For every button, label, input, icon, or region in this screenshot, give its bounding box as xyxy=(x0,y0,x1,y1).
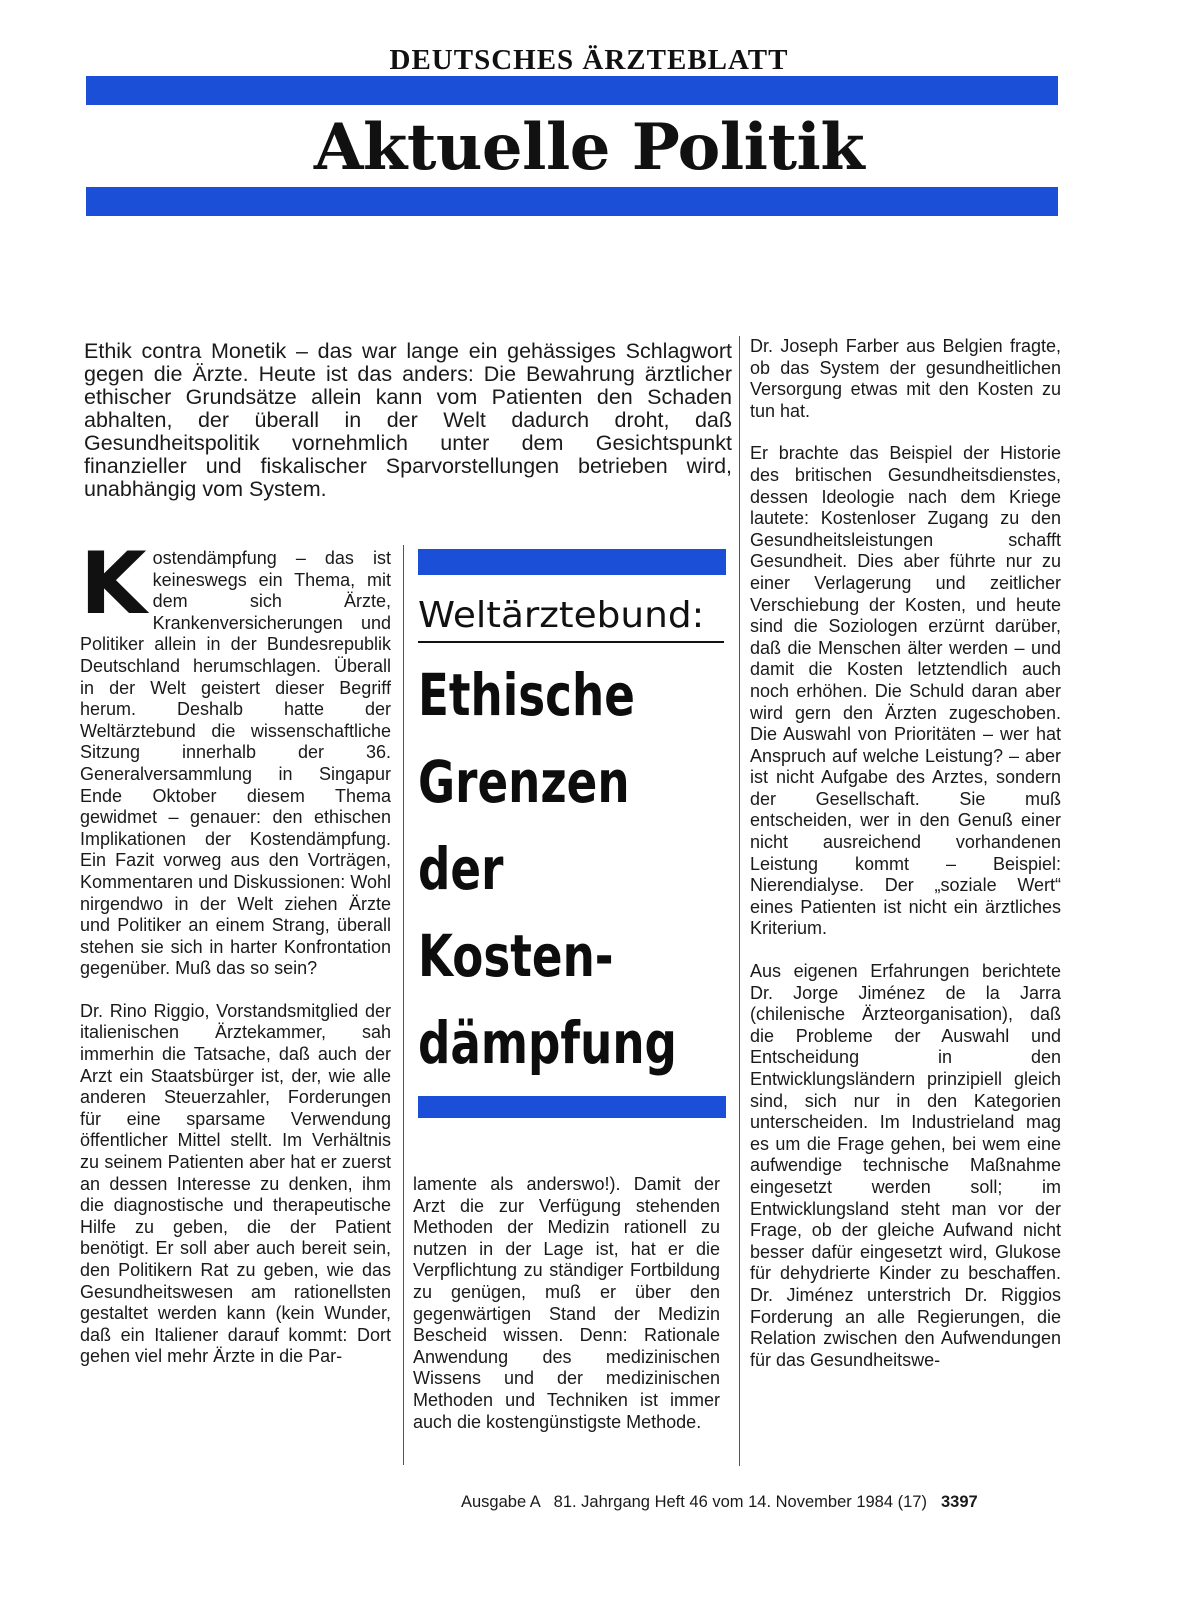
article-column-3 xyxy=(750,336,1061,1392)
headline-bar-bottom xyxy=(418,1096,726,1118)
article-headline: Ethische Grenzen der Kosten- dämpfung xyxy=(418,661,677,1077)
paragraph: Dr. Joseph Farber aus Belgien fragte, ob das System der gesundheitlichen Versorgung etwas mit den Kosten zu tun hat. xyxy=(750,336,1061,421)
issue-info: Ausgabe A 81. Jahrgang Heft 46 vom 14. November 1984 (17) xyxy=(461,1493,927,1511)
kicker-underline xyxy=(418,641,724,643)
page-footer xyxy=(461,1493,1061,1512)
paragraph-text: ostendämpfung – das ist keineswegs ein Thema, mit dem sich Ärzte, Krankenversicherungen und Politiker allein in der Bundesrepublik Deutschland herumschlagen. Überall in der Welt geistert dieser Begriff herum. Deshalb hatte der Weltärztebund die wissenschaftliche Sitzung innerhalb der 36. Generalversammlung in Singapur Ende Oktober diesem Thema gewidmet – genauer: den ethischen Implikationen der Kostendämpfung. Ein Fazit vorweg aus den Vorträgen, Kommentaren und Diskussionen: Wohl nirgendwo in der Welt ziehen Ärzte und Politiker an einem Strang, überall stehen sie sich in harter Konfrontation gegenüber. Muß das so sein? xyxy=(80,548,391,979)
article-kicker: Weltärztebund: xyxy=(418,595,705,636)
drop-cap: K xyxy=(80,534,147,634)
paragraph: Aus eigenen Erfahrungen berichtete Dr. Jorge Jiménez de la Jarra (chilenische Ärzteorganisation), daß die Probleme der Auswahl und Entscheidung in den Entwicklungsländern prinzipiell gleich sind, sich nur in den Kategorien unterscheiden. Im Industrieland mag es um die Frage gehen, bei wem eine aufwendige technische Maßnahme eingesetzt werden soll; im Entwicklungsland steht man vor der Frage, ob der gleiche Aufwand nicht besser dafür eingesetzt wird, Glukose für dehydrierte Kinder zu beschaffen. Dr. Jiménez unterstrich Dr. Riggios Forderung an alle Regierungen, die Relation zwischen den Aufwendungen für das Gesundheitswe- xyxy=(750,961,1061,1370)
paragraph: Er brachte das Beispiel der Historie des britischen Gesundheitsdienstes, dessen Ideologie nach dem Kriege lautete: Kostenloser Zugang zu den Gesundheitsleistungen schafft Gesundheit. Dies aber führte nur zu einer Verlagerung und zeitlicher Verschiebung der Kosten, und heute sind die Soziologen erzürnt darüber, daß die Menschen älter werden – und damit die Kosten letztendlich auch noch erhöhen. Die Schuld daran aber wird gern den Ärzten zugeschoben. Die Auswahl von Prioritäten – wer hat Anspruch auf welche Leistung? – aber ist nicht Aufgabe des Arztes, sondern der Gesellschaft. Sie muß entscheiden, wer in den Genuß einer nicht ausreichend vorhandenen Leistung kommt – Beispiel: Nierendialyse. Der „soziale Wert“ eines Patienten ist nicht ein ärztliches Kriterium. xyxy=(750,443,1061,939)
article-column-2 xyxy=(413,1174,720,1454)
masthead-bar-top xyxy=(86,76,1058,105)
section-title: Aktuelle Politik xyxy=(313,110,865,185)
column-rule-left xyxy=(403,545,404,1465)
paragraph: Dr. Rino Riggio, Vorstandsmitglied der italienischen Ärztekammer, sah immerhin die Tatsache, daß auch der Arzt ein Staatsbürger ist, der, wie alle anderen Steuerzahler, Forderungen für eine sparsame Verwendung öffentlicher Mittel stellt. Im Verhältnis zu seinem Patienten aber hat er zuerst an dessen Interesse zu denken, ihm die diagnostische und therapeutische Hilfe zu geben, die der Patient benötigt. Er soll aber auch bereit sein, den Politikern Rat zu geben, wie das Gesundheitswesen am rationellsten gestaltet werden kann (kein Wunder, daß ein Italiener darauf kommt: Dort gehen viel mehr Ärzte in die Par- xyxy=(80,1000,391,1367)
headline-bar-top xyxy=(418,549,726,575)
masthead: DEUTSCHES ÄRZTEBLATT xyxy=(389,44,789,76)
paragraph xyxy=(80,534,391,980)
paragraph: lamente als anderswo!). Damit der Arzt die zur Verfügung stehenden Methoden der Medizin rationell zu nutzen in der Lage ist, hat er die Verpflichtung zu ständiger Fortbildung zu genügen, muß er über den gegenwärtigen Stand der Medizin Bescheid wissen. Denn: Rationale Anwendung des medizinischen Wissens und der medizinischen Methoden und Techniken ist immer auch die kostengünstigste Methode. xyxy=(413,1174,720,1432)
article-column-1 xyxy=(80,534,391,1389)
page-number: 3397 xyxy=(940,1493,978,1511)
lead-paragraph: Ethik contra Monetik – das war lange ein gehässiges Schlagwort gegen die Ärzte. Heute ist das anders: Die Bewahrung ärztlicher ethischer Grundsätze allein kann vom Patienten den Schaden abhalten, der überall in der Welt dadurch droht, daß Gesundheitspolitik vornehmlich unter dem Gesichtspunkt finanzieller und fiskalischer Sparvorstellungen betrieben wird, unabhängig vom System. xyxy=(84,339,732,501)
masthead-bar-bottom xyxy=(86,187,1058,216)
column-rule-right xyxy=(739,336,740,1466)
